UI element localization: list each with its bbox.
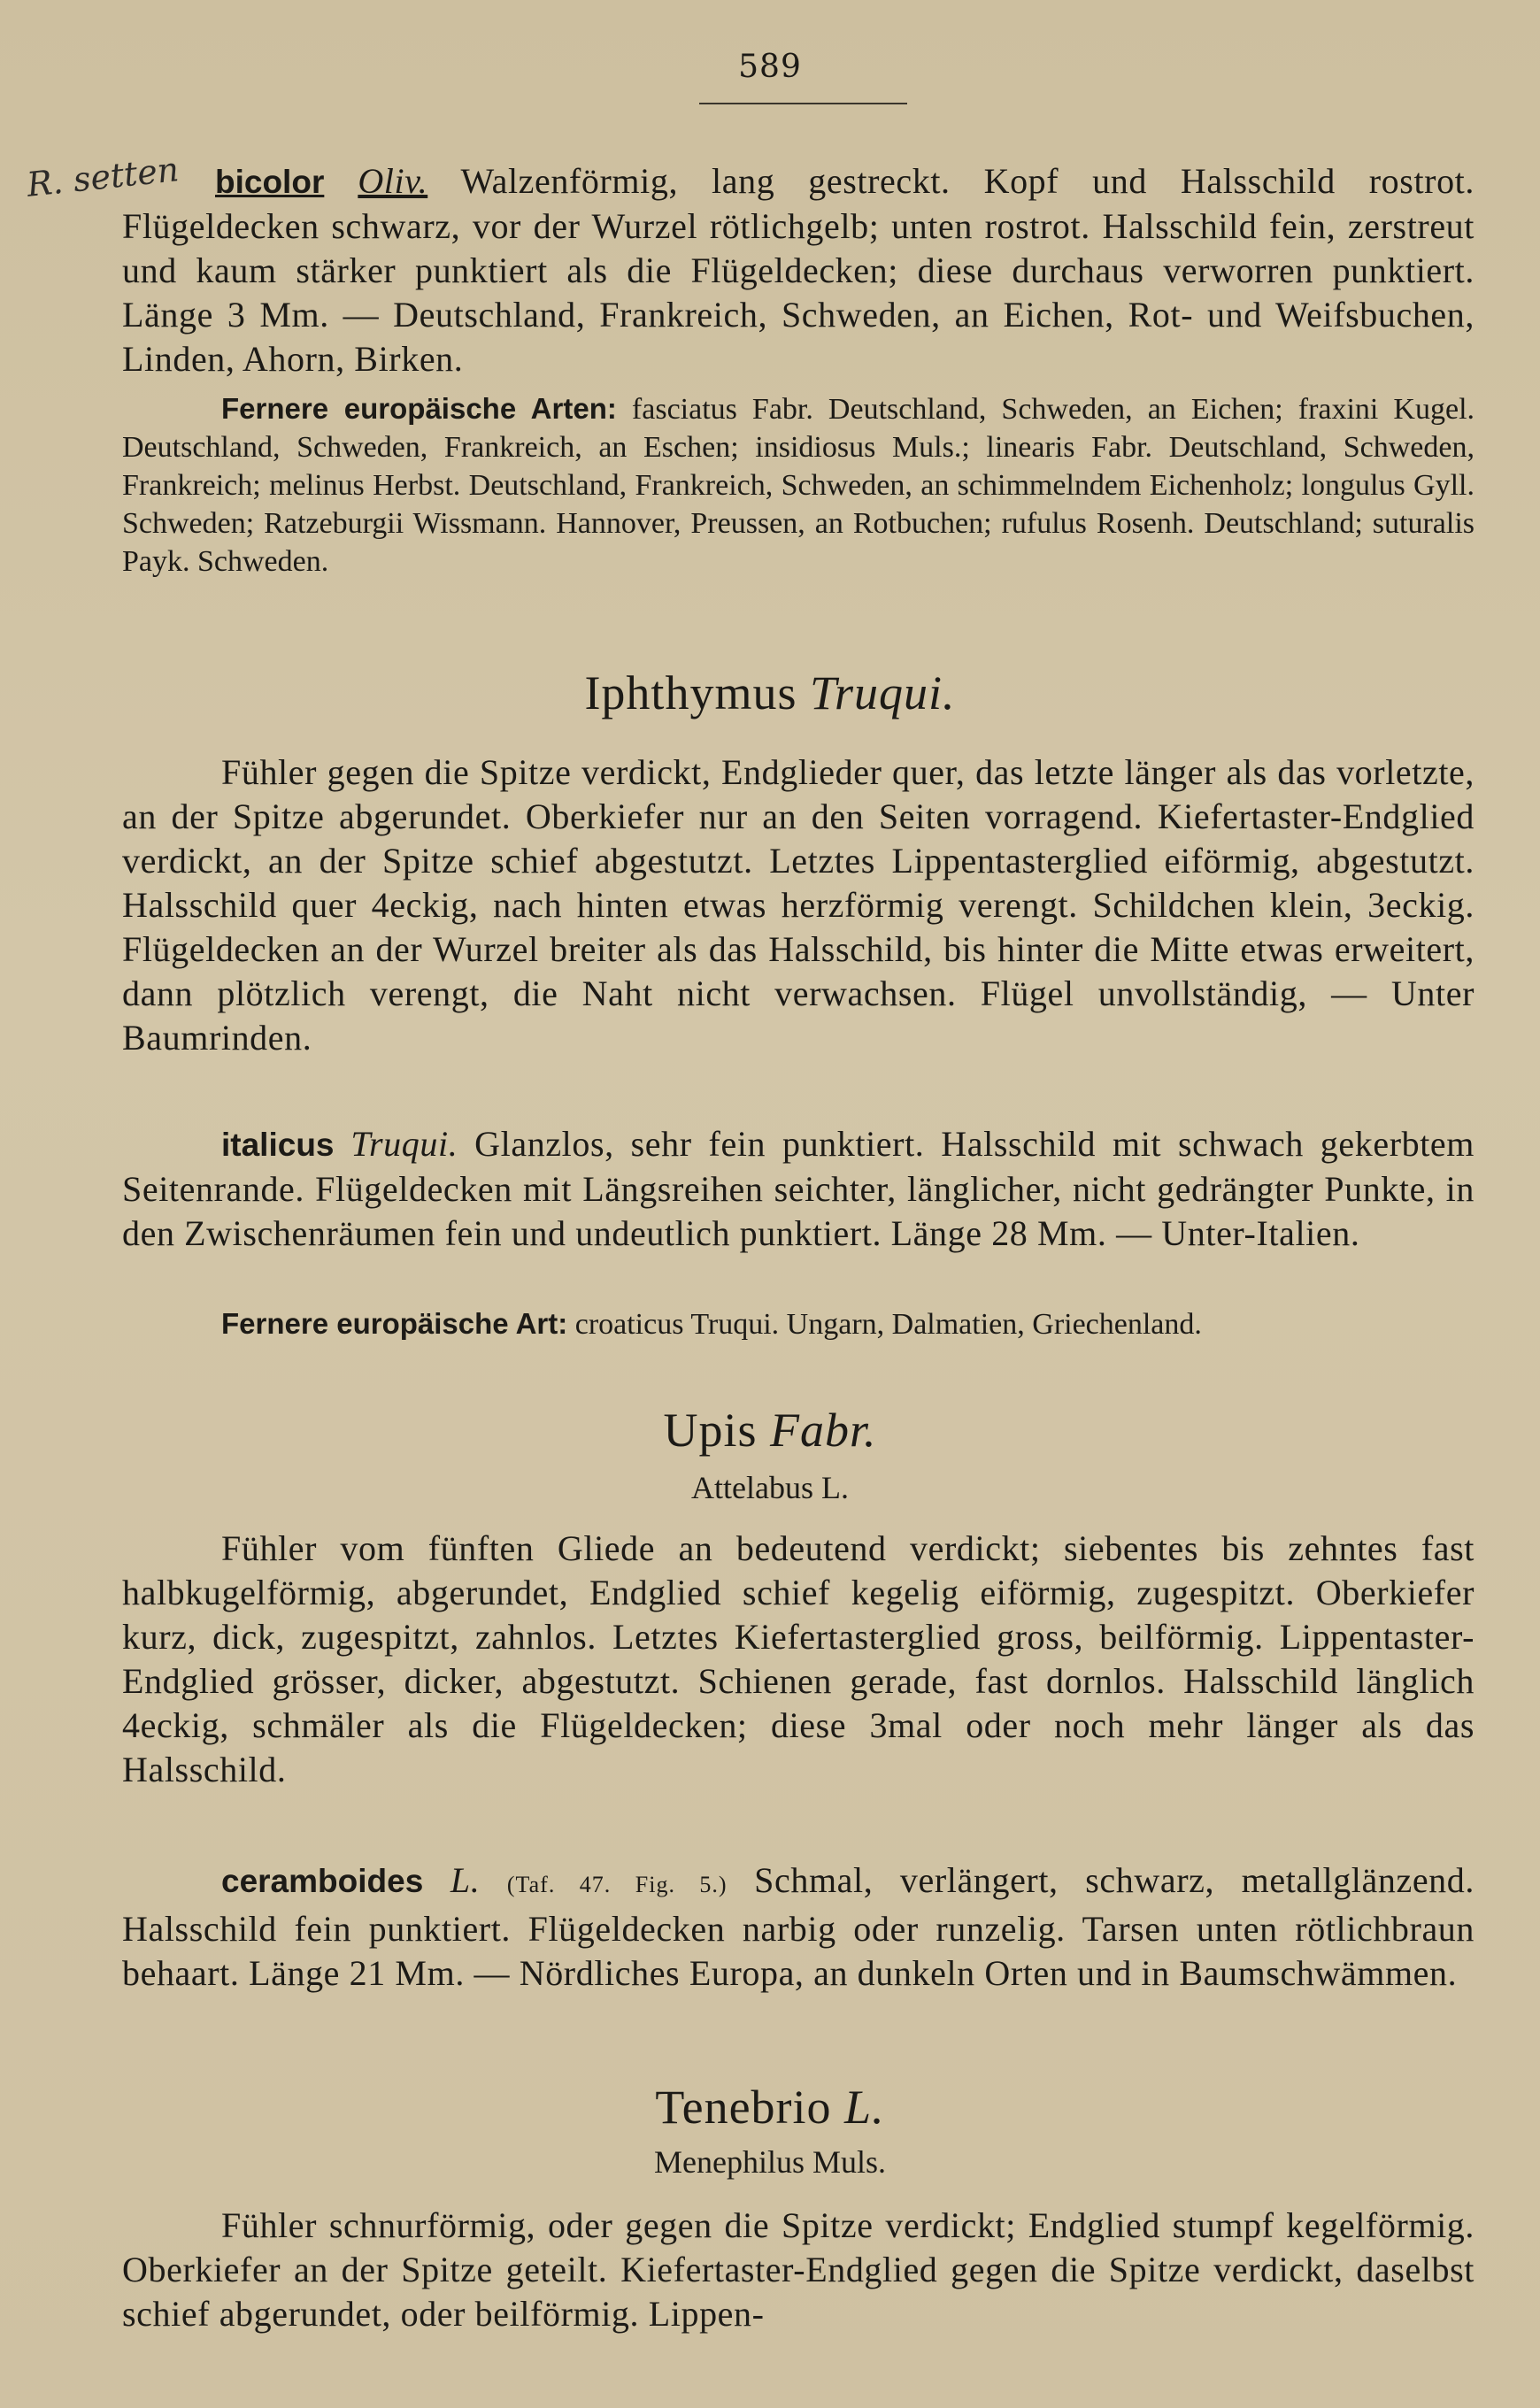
species-name-italicus: italicus [221,1127,335,1163]
fernere-art-text: croaticus Truqui. Ungarn, Dalmatien, Griechenland. [574,1308,1202,1341]
genus-heading-upis [0,1403,1540,1458]
handwritten-note: R. setten [25,150,181,204]
genus-name: Iphthymus [584,666,797,719]
header-rule [699,103,907,104]
species-author-bicolor: Oliv. [358,161,428,201]
genus-heading-iphthymus [0,665,1540,720]
fernere-arten-text: fasciatus Fabr. Deutschland, Schweden, an Eichen; fraxini Kugel. Deutschland, Schweden, Frankreich, an Eschen; insidiosus Muls.; linearis Fabr. Deutschland, Schweden, Frankreich; melinus Herbst. Deutschland, Frankreich, Schweden, an schimmelndem Eichenholz; longulus Gyll. Schweden; Ratzeburgii Wissmann. Hannover, Preussen, an Rotbuchen; rufulus Rosenh. Deutschland; suturalis Payk. Schweden. [122,393,1475,578]
species-author-italicus: Truqui. [350,1124,458,1164]
species-name-bicolor: bicolor [215,164,325,200]
fernere-art-label: Fernere europäische Art: [221,1307,568,1340]
genus-heading-tenebrio [0,2080,1540,2135]
genus-description-iphthymus: Fühler gegen die Spitze verdickt, Endglieder quer, das letzte länger als das vorletzte, an der Spitze abgerundet. Oberkiefer nur an den Seiten vorragend. Kiefertaster-Endglied verdickt, an der Spitze schief abgestutzt. Letztes Lippentasterglied eiförmig, abgestutzt. Halsschild quer 4eckig, nach hinten etwas herzförmig verengt. Schildchen klein, 3eckig. Flügeldecken an der Wurzel breiter als das Halsschild, bis hinter die Mitte etwas erweitert, dann plötzlich verengt, die Naht nicht verwachsen. Flügel unvollständig, — Unter Baumrinden. [122,752,1475,1058]
species-text-ceramboides: Schmal, verlängert, schwarz, metallglänzend. Halsschild fein punktiert. Flügeldecken narbig oder runzelig. Tarsen unten rötlichbraun behaart. Länge 21 Mm. — Nördliches Europa, an dunkeln Orten und in Baumschwämmen. [122,1860,1475,1993]
species-name-ceramboides: ceramboides [221,1863,424,1899]
bicolor-entry [122,159,1475,381]
fernere-art-iphthymus [122,1304,1475,1343]
species-text-bicolor: Walzenförmig, lang gestreckt. Kopf und Halsschild rostrot. Flügeldecken schwarz, vor der Wurzel rötlichgelb; unten rostrot. Halsschild fein, zerstreut und kaum stärker punktiert als die Flügeldecken; diese durchaus verworren punktiert. Länge 3 Mm. — Deutschland, Frankreich, Schweden, an Eichen, Rot- und Weifsbuchen, Linden, Ahorn, Birken. [122,161,1475,379]
species-entry-italicus [122,1122,1475,1256]
species-author-ceramboides: L. [450,1860,481,1900]
genus-synonym-tenebrio: Menephilus Muls. [653,2144,886,2180]
genus-author: L. [844,2081,885,2134]
fernere-arten-block [122,389,1475,581]
plate-reference: (Taf. 47. Fig. 5.) [506,1872,728,1897]
genus-description-upis: Fühler vom fünften Gliede an bedeutend verdickt; siebentes bis zehntes fast halbkugelförmig, abgerundet, Endglied schief kegelig eiförmig, zugespitzt. Oberkiefer kurz, dick, zugespitzt, zahnlos. Letztes Kiefertasterglied gross, beilförmig. Lippentaster-Endglied grösser, dicker, abgestutzt. Schienen gerade, fast dornlos. Halsschild länglich 4eckig, schmäler als die Flügeldecken; diese 3mal oder noch mehr länger als das Halsschild. [122,1528,1475,1789]
genus-synonym-upis: Attelabus L. [691,1470,849,1505]
genus-name: Upis [663,1404,758,1457]
genus-name: Tenebrio [655,2081,832,2134]
species-text-italicus: Glanzlos, sehr fein punktiert. Halsschild mit schwach gekerbtem Seitenrande. Flügeldecken mit Längsreihen seichter, länglicher, nicht gedrängter Punkte, in den Zwischenräumen fein und undeutlich punktiert. Länge 28 Mm. — Unter-Italien. [122,1124,1475,1253]
genus-description-tenebrio: Fühler schnurförmig, oder gegen die Spitze verdickt; Endglied stumpf kegelförmig. Oberkiefer an der Spitze geteilt. Kiefertaster-Endglied gegen die Spitze verdickt, daselbst schief abgerundet, oder beilförmig. Lippen- [122,2205,1475,2334]
genus-author: Truqui. [809,666,956,719]
fernere-arten-label: Fernere europäische Arten: [221,392,617,425]
species-entry-ceramboides [122,1858,1475,1996]
genus-author: Fabr. [770,1404,877,1457]
page-number: 589 [738,49,802,85]
